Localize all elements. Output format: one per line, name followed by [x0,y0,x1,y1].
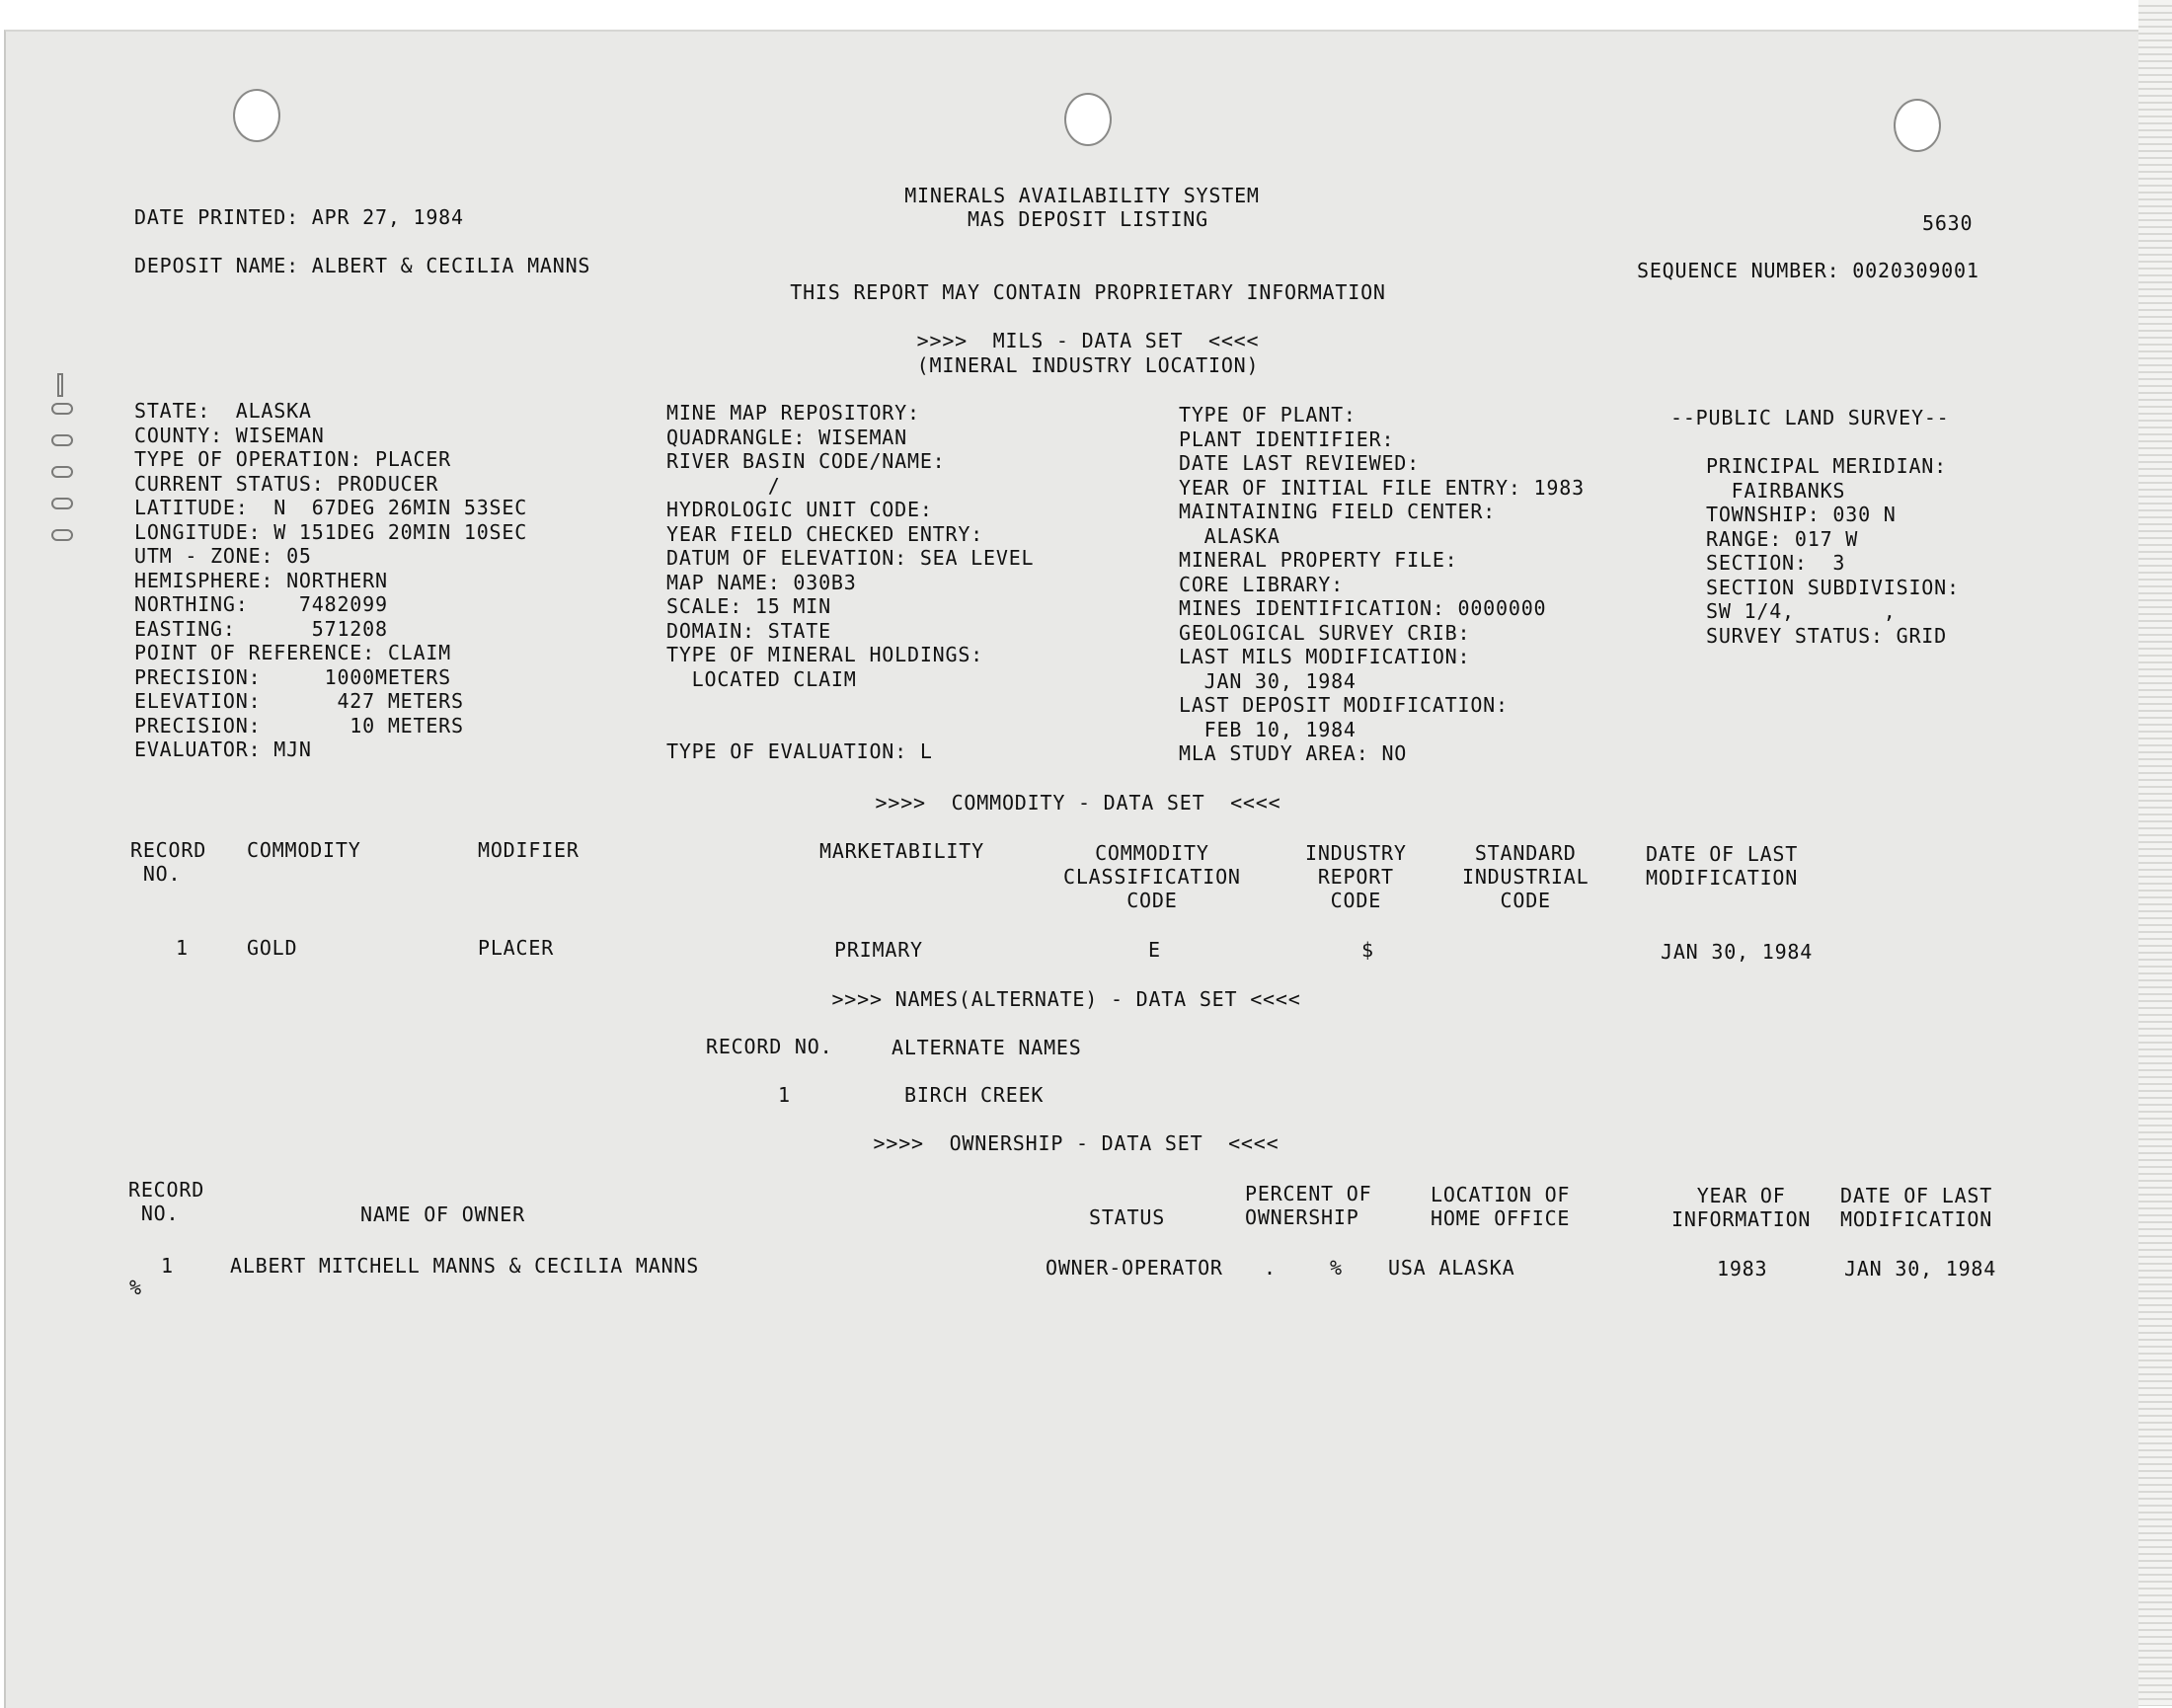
binder-hole-center [1064,93,1112,146]
commodity-title: >>>> COMMODITY - DATA SET <<<< [875,791,1281,815]
mils-location-field: POINT OF REFERENCE: CLAIM [134,641,452,664]
public-land-survey-title: --PUBLIC LAND SURVEY-- [1670,406,1950,429]
home-office-location: USA ALASKA [1388,1256,1515,1280]
public-land-survey-field: FAIRBANKS [1706,478,1846,503]
ownership-header-year: YEAR OF INFORMATION [1671,1184,1812,1231]
mils-location-field: STATE: ALASKA [134,399,312,423]
page-number: 5630 [1922,211,1974,235]
commodity-date: JAN 30, 1984 [1661,940,1814,964]
mils-location-field: LONGITUDE: W 151DEG 20MIN 10SEC [134,519,528,544]
sequence-number: SEQUENCE NUMBER: 0020309001 [1637,259,1979,282]
commodity-header-sic: STANDARD INDUSTRIAL CODE [1462,841,1590,912]
margin-mark [51,529,73,541]
mils-location-field: CURRENT STATUS: PRODUCER [134,471,439,496]
alternate-name: BIRCH CREEK [904,1083,1045,1107]
ownership-header-name: NAME OF OWNER [360,1203,525,1226]
mils-map-field: HYDROLOGIC UNIT CODE: [666,498,933,521]
mils-location-field: TYPE OF OPERATION: PLACER [134,447,452,471]
mils-plant-field: LAST MILS MODIFICATION: [1179,645,1471,668]
public-land-survey-field: SECTION SUBDIVISION: [1706,575,1960,599]
commodity-industry: $ [1361,938,1374,962]
mils-location-field: EASTING: 571208 [134,616,388,641]
ownership-percent-separator: . [1264,1256,1277,1280]
public-land-survey-field: SW 1/4, , [1706,599,1897,623]
mils-location-field: NORTHING: 7482099 [134,592,388,616]
proprietary-notice: THIS REPORT MAY CONTAIN PROPRIETARY INFORMATION [790,280,1386,304]
public-land-survey-field: SURVEY STATUS: GRID [1706,623,1947,648]
system-title: MINERALS AVAILABILITY SYSTEM [904,184,1260,207]
public-land-survey-field: RANGE: 017 W [1706,526,1859,551]
ownership-year: 1983 [1717,1257,1768,1281]
ownership-percent: % [1330,1256,1343,1280]
binder-hole-right [1894,99,1941,152]
commodity-header-industry: INDUSTRY REPORT CODE [1305,841,1407,912]
commodity-header-marketability: MARKETABILITY [819,839,984,863]
commodity-header-modifier: MODIFIER [478,838,580,862]
mils-plant-field: ALASKA [1179,523,1280,548]
mils-plant-field: FEB 10, 1984 [1179,717,1357,741]
mils-map-field: / [666,473,781,498]
margin-mark [51,434,73,446]
paper-edge [2138,0,2172,1706]
commodity-classification: E [1148,938,1161,962]
mils-map-field: MAP NAME: 030B3 [666,570,857,594]
ownership-date: JAN 30, 1984 [1844,1257,1997,1281]
ownership-header-percent: PERCENT OF OWNERSHIP [1245,1182,1372,1229]
mils-plant-field: TYPE OF PLANT: [1179,403,1357,427]
mils-plant-field: PLANT IDENTIFIER: [1179,427,1395,451]
mils-map-field: QUADRANGLE: WISEMAN [666,425,907,449]
mils-location-field: ELEVATION: 427 METERS [134,689,464,713]
mils-location-field: PRECISION: 1000METERS [134,664,452,689]
margin-mark [51,466,73,478]
mils-map-field: MINE MAP REPOSITORY: [666,401,920,425]
mils-location-field: EVALUATOR: MJN [134,738,312,761]
names-title: >>>> NAMES(ALTERNATE) - DATA SET <<<< [831,987,1301,1011]
mils-plant-field: MLA STUDY AREA: NO [1179,741,1408,765]
mils-map-field: RIVER BASIN CODE/NAME: [666,449,946,473]
mils-plant-field: MAINTAINING FIELD CENTER: [1179,500,1497,523]
ownership-title: >>>> OWNERSHIP - DATA SET <<<< [873,1131,1280,1155]
commodity-record: 1 [176,936,189,960]
mils-map-field: DOMAIN: STATE [666,618,831,643]
mils-location-field: LATITUDE: N 67DEG 26MIN 53SEC [134,496,528,519]
mils-map-field: DATUM OF ELEVATION: SEA LEVEL [666,546,1035,570]
commodity-header-commodity: COMMODITY [247,838,361,862]
public-land-survey-field: SECTION: 3 [1706,551,1846,575]
commodity-header-date: DATE OF LAST MODIFICATION [1646,842,1799,890]
commodity-header-classification: COMMODITY CLASSIFICATION CODE [1063,841,1241,912]
mils-plant-field: GEOLOGICAL SURVEY CRIB: [1179,620,1471,645]
mils-plant-field: LAST DEPOSIT MODIFICATION: [1179,693,1509,717]
mils-plant-field: MINERAL PROPERTY FILE: [1179,548,1458,572]
margin-mark [51,403,73,415]
margin-mark [51,498,73,509]
mils-plant-field: JAN 30, 1984 [1179,668,1357,693]
owner-status: OWNER-OPERATOR [1046,1256,1223,1280]
mils-title: >>>> MILS - DATA SET <<<< [916,329,1260,352]
names-header-name: ALTERNATE NAMES [892,1036,1082,1059]
owner-name: ALBERT MITCHELL MANNS & CECILIA MANNS [230,1254,700,1278]
date-printed: DATE PRINTED: APR 27, 1984 [134,205,464,229]
ownership-header-location: LOCATION OF HOME OFFICE [1431,1183,1571,1230]
ownership-trailing-mark: % [129,1276,142,1299]
names-record: 1 [778,1083,791,1107]
mils-map-field: SCALE: 15 MIN [666,594,831,618]
names-header-record: RECORD NO. [706,1035,833,1058]
commodity-modifier: PLACER [478,936,555,960]
listing-title: MAS DEPOSIT LISTING [968,207,1208,231]
public-land-survey-field: TOWNSHIP: 030 N [1706,503,1897,526]
binder-hole-left [233,89,280,142]
ownership-header-record: RECORD NO. [128,1178,205,1225]
mils-map-field: TYPE OF EVALUATION: L [666,739,933,763]
mils-plant-field: DATE LAST REVIEWED: [1179,451,1420,475]
mils-plant-field: CORE LIBRARY: [1179,572,1344,596]
mils-map-field: TYPE OF MINERAL HOLDINGS: [666,643,984,666]
commodity-marketability: PRIMARY [834,938,923,962]
commodity-header-record: RECORD NO. [130,838,207,886]
mils-plant-field: MINES IDENTIFICATION: 0000000 [1179,596,1547,620]
mils-subtitle: (MINERAL INDUSTRY LOCATION) [916,353,1260,377]
public-land-survey-field: PRINCIPAL MERIDIAN: [1706,454,1947,478]
mils-map-field: YEAR FIELD CHECKED ENTRY: [666,521,984,546]
commodity-name: GOLD [247,936,298,960]
mils-location-field: COUNTY: WISEMAN [134,423,325,447]
margin-mark [57,373,63,397]
deposit-name: DEPOSIT NAME: ALBERT & CECILIA MANNS [134,254,591,277]
mils-location-field: HEMISPHERE: NORTHERN [134,568,388,592]
mils-map-field: LOCATED CLAIM [666,666,857,691]
mils-location-field: UTM - ZONE: 05 [134,544,312,568]
mils-location-field: PRECISION: 10 METERS [134,713,464,738]
ownership-header-status: STATUS [1089,1205,1166,1229]
mils-plant-field: YEAR OF INITIAL FILE ENTRY: 1983 [1179,475,1585,500]
ownership-header-date: DATE OF LAST MODIFICATION [1840,1184,1993,1231]
ownership-record: 1 [161,1254,174,1278]
